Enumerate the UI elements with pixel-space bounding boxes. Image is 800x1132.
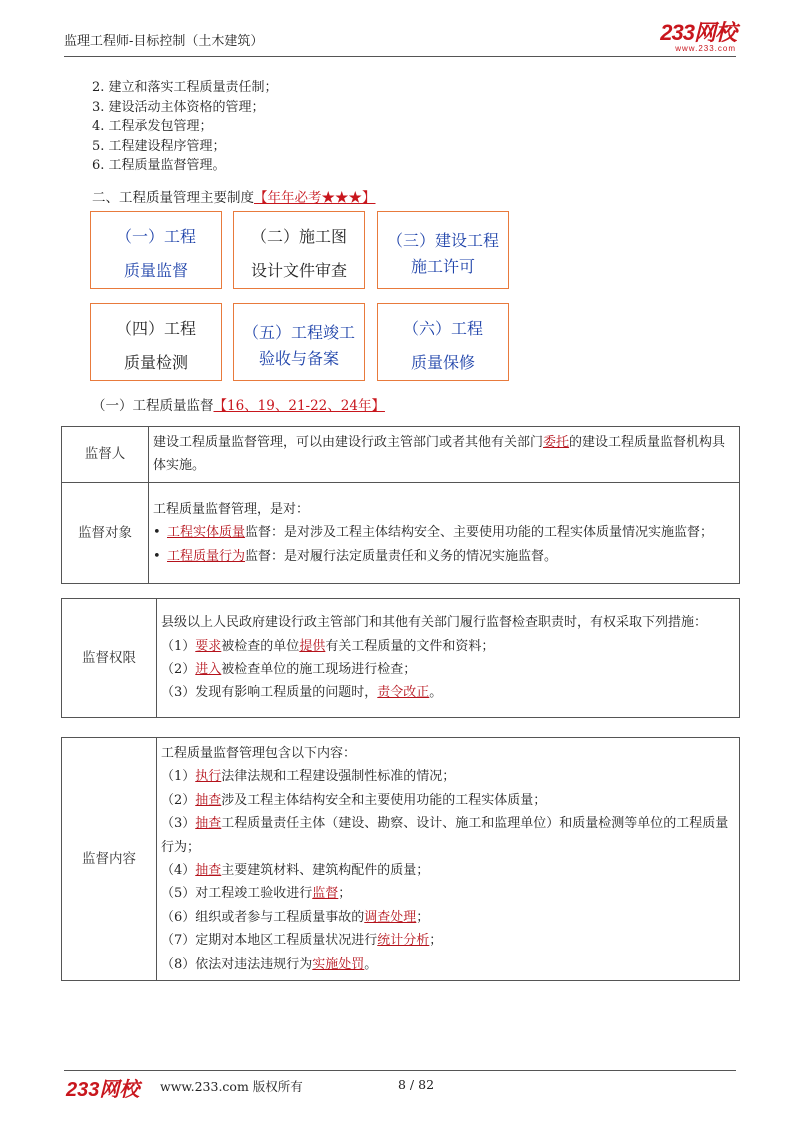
system-box-5 bbox=[233, 303, 365, 381]
system-box-4 bbox=[90, 303, 222, 381]
text-span: （4） bbox=[161, 863, 196, 879]
list-item bbox=[161, 681, 733, 704]
emphasis-term: 进入 bbox=[195, 662, 222, 677]
table-row bbox=[62, 738, 740, 981]
bullet-item bbox=[153, 545, 733, 568]
list-item: 3. 建设活动主体资格的管理； bbox=[92, 99, 265, 115]
list-item bbox=[161, 929, 733, 952]
bullet-item bbox=[153, 521, 733, 544]
box-line-1: （四）工程 bbox=[115, 321, 196, 338]
emphasis-term: 责令改正 bbox=[377, 685, 430, 701]
text-span: （5）对工程竣工验收进行 bbox=[161, 886, 313, 902]
text-span: （1） bbox=[161, 769, 196, 785]
list-item bbox=[161, 635, 733, 658]
emphasis-term: 监督 bbox=[312, 886, 339, 902]
text-span: 工程质量责任主体（建设、勘察、设计、施工和监理单位）和质量检测等单位的工程质量行为； bbox=[161, 816, 729, 855]
table-row bbox=[62, 482, 740, 583]
supervision-table-3 bbox=[61, 737, 740, 981]
bullet-icon: • bbox=[153, 548, 161, 564]
box-line-2: 质量监督 bbox=[123, 263, 188, 280]
emphasis-term: 抽查 bbox=[195, 792, 222, 808]
section-heading-text: 二、工程质量管理主要制度 bbox=[92, 190, 254, 206]
page-header-title: 监理工程师-目标控制（土木建筑） bbox=[64, 34, 264, 49]
exam-frequency-tag: 【年年必考★★★】 bbox=[254, 190, 376, 206]
box-line-2: 设计文件审查 bbox=[250, 263, 347, 280]
row-value bbox=[149, 482, 740, 583]
emphasis-term: 提供 bbox=[299, 638, 326, 654]
text-span: （6）组织或者参与工程质量事故的 bbox=[161, 909, 365, 925]
system-box-6 bbox=[377, 303, 509, 381]
box-line-2: 施工许可 bbox=[410, 259, 475, 276]
text-span: （3）发现有影响工程质量的问题时， bbox=[161, 685, 378, 701]
box-line-1: （三）建设工程 bbox=[386, 233, 499, 250]
text-span: 监督：是对履行法定质量责任和义务的情况实施监督。 bbox=[245, 548, 558, 564]
supervision-table-2 bbox=[61, 598, 740, 718]
list-item: 6. 工程质量监督管理。 bbox=[92, 158, 226, 173]
text-span: 的建设工程质量监督机构具体实施。 bbox=[153, 435, 726, 474]
list-item bbox=[161, 789, 733, 812]
emphasis-term: 统计分析 bbox=[377, 933, 430, 949]
emphasis-term: 抽查 bbox=[195, 816, 222, 832]
text-span: ； bbox=[429, 933, 443, 949]
box-line-2: 质量检测 bbox=[123, 355, 188, 372]
list-item bbox=[161, 765, 733, 788]
text-span: 。 bbox=[429, 685, 443, 701]
emphasis-term: 委托 bbox=[543, 435, 570, 450]
row-key: 监督内容 bbox=[62, 738, 157, 981]
text-span: 有关工程质量的文件和资料； bbox=[325, 638, 495, 654]
text-span: 建设工程质量监督管理，可以由建设行政主管部门或者其他有关部门 bbox=[153, 435, 544, 450]
footer-divider bbox=[64, 1070, 736, 1071]
supervision-table-1 bbox=[61, 426, 740, 584]
emphasis-term: 工程质量行为 bbox=[167, 548, 246, 564]
subsection-heading-text: （一）工程质量监督 bbox=[92, 398, 214, 414]
footer-copyright: www.233.com 版权所有 bbox=[160, 1079, 303, 1094]
row-intro: 工程质量监督管理包含以下内容： bbox=[161, 746, 357, 761]
box-line-2: 验收与备案 bbox=[258, 351, 339, 368]
box-line-2: 质量保修 bbox=[410, 355, 475, 372]
table-row bbox=[62, 427, 740, 483]
brand-logo[interactable] bbox=[660, 22, 736, 53]
logo-url: www.233.com bbox=[675, 44, 736, 53]
list-item bbox=[161, 906, 733, 929]
text-span: 被检查单位的施工现场进行检查； bbox=[221, 662, 417, 677]
list-item: 4. 工程承发包管理； bbox=[92, 119, 213, 134]
row-intro: 县级以上人民政府建设行政主管部门和其他有关部门履行监督检查职责时，有权采取下列措施： bbox=[161, 615, 708, 631]
text-span: 监督：是对涉及工程主体结构安全、主要使用功能的工程实体质量情况实施监督； bbox=[245, 525, 714, 541]
text-span: ； bbox=[338, 886, 352, 902]
list-item: 2. 建立和落实工程质量责任制； bbox=[92, 80, 278, 95]
box-line-1: （二）施工图 bbox=[250, 229, 347, 246]
footer-logo[interactable]: 233网校 bbox=[66, 1079, 140, 1101]
text-span: （7）定期对本地区工程质量状况进行 bbox=[161, 933, 378, 949]
list-item bbox=[161, 953, 733, 976]
row-key: 监督人 bbox=[62, 427, 149, 483]
emphasis-term: 实施处罚 bbox=[312, 956, 365, 972]
logo-text: 233网校 bbox=[660, 20, 736, 45]
text-span: ； bbox=[416, 909, 430, 925]
row-value bbox=[157, 599, 740, 718]
system-box-3 bbox=[377, 211, 509, 289]
section-heading bbox=[92, 186, 376, 206]
exam-years-tag: 【16、19、21-22、24年】 bbox=[213, 398, 385, 414]
text-span: （3） bbox=[161, 816, 196, 832]
header-divider bbox=[64, 56, 736, 57]
box-line-1: （一）工程 bbox=[115, 229, 196, 246]
box-line-1: （五）工程竣工 bbox=[242, 325, 355, 342]
text-span: 涉及工程主体结构安全和主要使用功能的工程实体质量； bbox=[221, 792, 547, 808]
list-item bbox=[161, 859, 733, 882]
list-item bbox=[161, 658, 733, 681]
text-span: 。 bbox=[364, 956, 378, 972]
list-item bbox=[161, 812, 733, 859]
list-item: 5. 工程建设程序管理； bbox=[92, 138, 226, 154]
table-row bbox=[62, 599, 740, 718]
text-span: （2） bbox=[161, 792, 196, 808]
bullet-icon: • bbox=[153, 525, 161, 541]
text-span: 法律法规和工程建设强制性标准的情况； bbox=[221, 769, 456, 785]
emphasis-term: 工程实体质量 bbox=[167, 525, 246, 541]
subsection-heading bbox=[92, 394, 385, 414]
numbered-list bbox=[92, 78, 278, 176]
emphasis-term: 调查处理 bbox=[364, 909, 417, 925]
row-value bbox=[157, 738, 740, 981]
text-span: （8）依法对违法违规行为 bbox=[161, 956, 313, 972]
text-span: （1） bbox=[161, 638, 196, 654]
row-key: 监督对象 bbox=[62, 482, 149, 583]
system-box-2 bbox=[233, 211, 365, 289]
row-value bbox=[149, 427, 740, 483]
emphasis-term: 抽查 bbox=[195, 863, 222, 879]
text-span: 被检查的单位 bbox=[221, 638, 300, 654]
text-span: 主要建筑材料、建筑构配件的质量； bbox=[221, 863, 430, 879]
list-item bbox=[161, 882, 733, 905]
text-span: （2） bbox=[161, 662, 196, 677]
system-box-1 bbox=[90, 211, 222, 289]
emphasis-term: 要求 bbox=[195, 638, 222, 654]
row-key: 监督权限 bbox=[62, 599, 157, 718]
page-number: 8 / 82 bbox=[398, 1077, 435, 1092]
box-line-1: （六）工程 bbox=[402, 321, 483, 338]
row-intro: 工程质量监督管理，是对： bbox=[153, 501, 310, 517]
emphasis-term: 执行 bbox=[195, 769, 222, 785]
